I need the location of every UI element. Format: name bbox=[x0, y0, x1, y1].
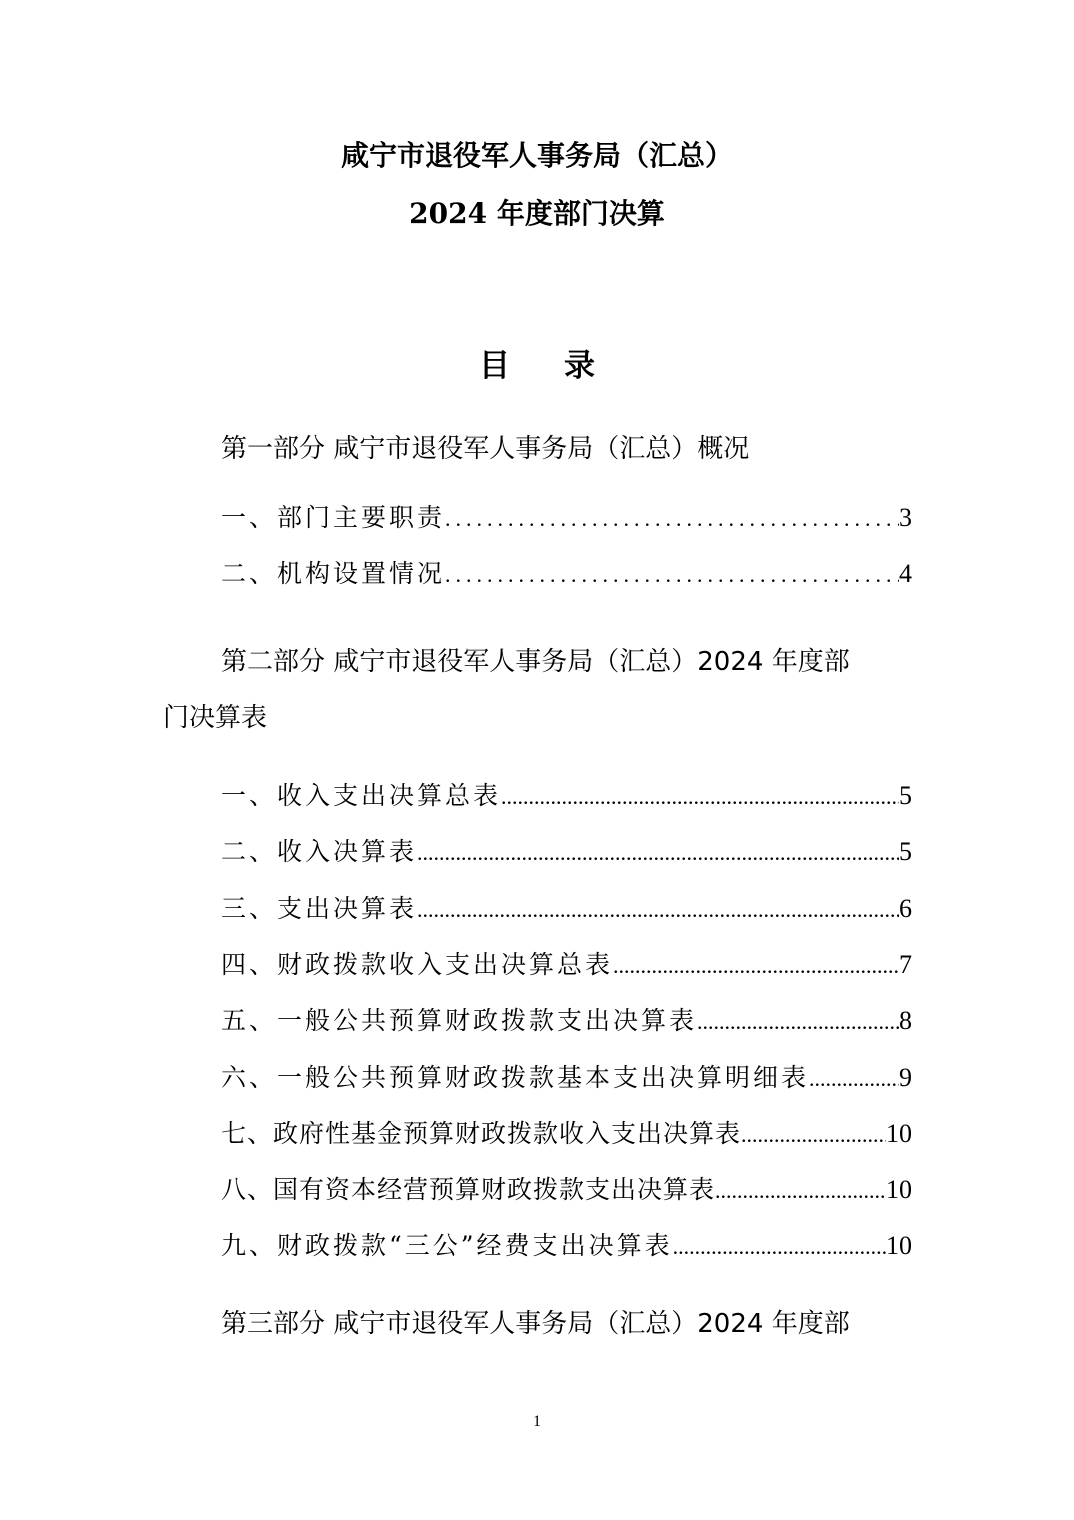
toc-entry-page: 8 bbox=[899, 1006, 912, 1035]
toc-dot-leader bbox=[417, 835, 899, 871]
toc-entry[interactable] bbox=[221, 947, 912, 983]
document-title-line-1: 咸宁市退役军人事务局（汇总） bbox=[340, 139, 733, 172]
toc-entry-label: 一、部门主要职责 bbox=[221, 503, 446, 532]
toc-entry-page: 6 bbox=[899, 894, 912, 923]
toc-dot-leader bbox=[809, 1061, 899, 1097]
toc-entry-label: 九、财政拨款“三公”经费支出决算表 bbox=[221, 1231, 673, 1260]
toc-entry[interactable] bbox=[221, 1228, 912, 1264]
toc-dot-leader bbox=[715, 1173, 886, 1209]
toc-entry-label: 三、支出决算表 bbox=[221, 894, 418, 923]
toc-entry-label: 二、机构设置情况 bbox=[221, 559, 446, 588]
toc-entry-page: 9 bbox=[899, 1063, 912, 1092]
toc-entry-page: 5 bbox=[899, 837, 912, 866]
toc-heading: 目录 bbox=[479, 348, 649, 384]
toc-entry-label: 二、收入决算表 bbox=[221, 837, 418, 866]
document-title-line-2: 2024 年度部门决算 bbox=[409, 197, 665, 230]
toc-entry-label: 一、收入支出决算总表 bbox=[221, 781, 502, 810]
toc-part3-heading: 第三部分 咸宁市退役军人事务局（汇总）2024 年度部 bbox=[221, 1309, 850, 1339]
toc-dot-leader bbox=[501, 779, 899, 815]
toc-entry[interactable] bbox=[221, 1172, 912, 1208]
toc-entry[interactable] bbox=[221, 778, 912, 814]
toc-entry[interactable] bbox=[221, 891, 912, 927]
toc-entry-page: 10 bbox=[886, 1119, 912, 1148]
toc-dot-leader bbox=[417, 892, 899, 928]
toc-dot-leader bbox=[673, 1229, 886, 1265]
toc-entry-label: 四、财政拨款收入支出决算总表 bbox=[221, 950, 614, 979]
toc-entry-page: 10 bbox=[886, 1175, 912, 1204]
toc-entry[interactable] bbox=[221, 500, 912, 536]
toc-entry-label: 七、政府性基金预算财政拨款收入支出决算表 bbox=[221, 1119, 742, 1148]
toc-dot-leader bbox=[613, 948, 899, 984]
toc-entry[interactable] bbox=[221, 1003, 912, 1039]
toc-entry-label: 五、一般公共预算财政拨款支出决算表 bbox=[221, 1006, 698, 1035]
toc-dot-leader bbox=[445, 557, 899, 593]
toc-dot-leader bbox=[445, 501, 899, 537]
toc-entry-page: 10 bbox=[886, 1231, 912, 1260]
toc-entry[interactable] bbox=[221, 834, 912, 870]
toc-part2-heading: 第二部分 咸宁市退役军人事务局（汇总）2024 年度部 bbox=[221, 647, 850, 677]
toc-entry[interactable] bbox=[221, 1116, 912, 1152]
toc-entry-page: 7 bbox=[899, 950, 912, 979]
toc-entry[interactable] bbox=[221, 1060, 912, 1096]
toc-dot-leader bbox=[741, 1117, 886, 1153]
toc-entry-label: 六、一般公共预算财政拨款基本支出决算明细表 bbox=[221, 1063, 810, 1092]
toc-entry-page: 3 bbox=[899, 503, 912, 532]
toc-part2-heading-continued: 门决算表 bbox=[163, 703, 268, 733]
toc-entry[interactable] bbox=[221, 556, 912, 592]
toc-entry-label: 八、国有资本经营预算财政拨款支出决算表 bbox=[221, 1175, 716, 1204]
toc-part1-heading: 第一部分 咸宁市退役军人事务局（汇总）概况 bbox=[221, 434, 750, 464]
toc-dot-leader bbox=[697, 1004, 899, 1040]
toc-entry-page: 4 bbox=[899, 559, 912, 588]
page-number: 1 bbox=[533, 1413, 541, 1430]
toc-entry-page: 5 bbox=[899, 781, 912, 810]
